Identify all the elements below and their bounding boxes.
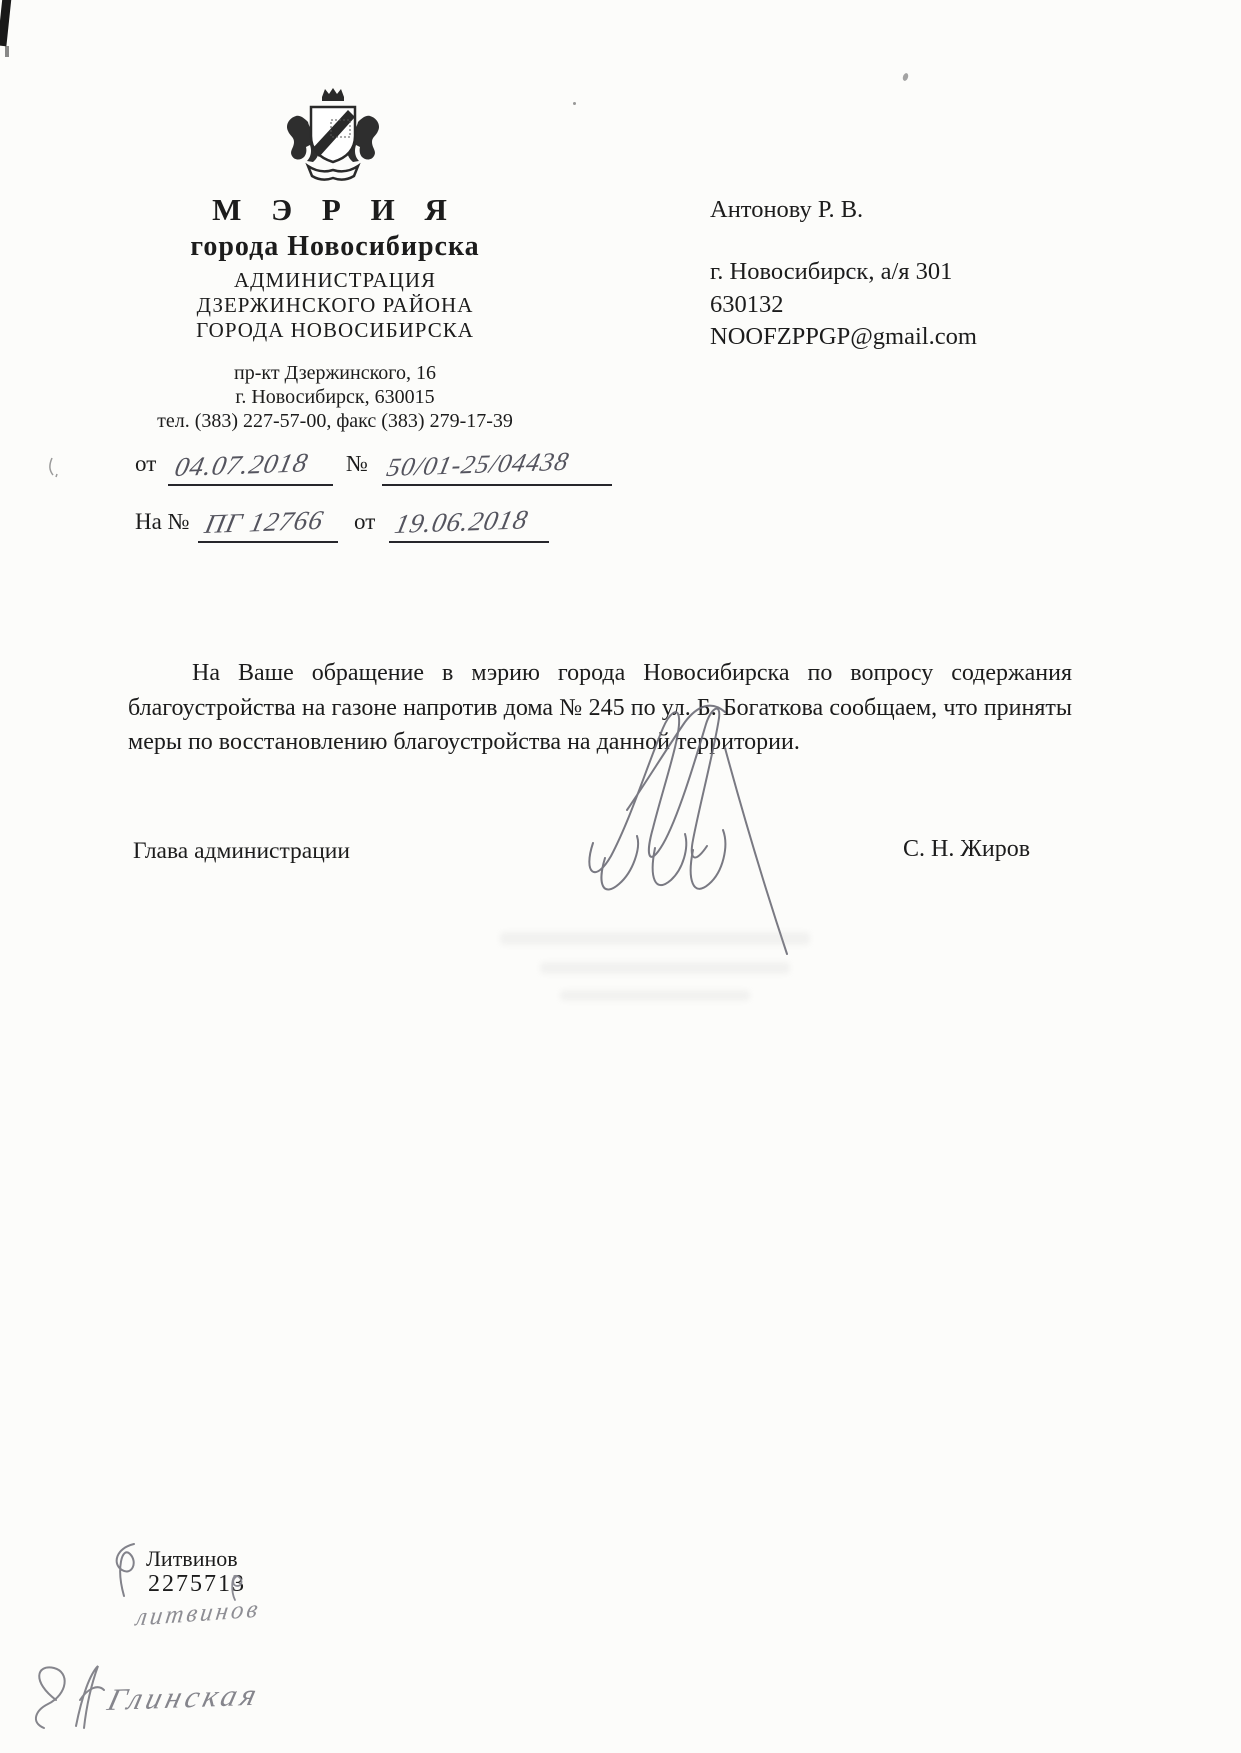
scan-speck xyxy=(902,72,909,81)
scan-corner-artifact-small xyxy=(5,46,9,57)
footer-handwritten-signature: Глинская xyxy=(104,1676,265,1718)
ref-number-handwritten: 50/01-25/04438 xyxy=(384,446,572,483)
executor-phone: 2275713 xyxy=(148,1571,246,1597)
org-address-line1: пр-кт Дзержинского, 16 xyxy=(234,362,436,384)
recipient-postcode: 630132 xyxy=(710,291,784,318)
show-through-artifact xyxy=(560,990,750,1001)
reply-ref-label: На № xyxy=(135,509,190,534)
show-through-artifact xyxy=(540,962,790,974)
footer-signature-flourish xyxy=(22,1658,117,1736)
dept-line-2: ДЗЕРЖИНСКОГО РАЙОНА xyxy=(196,293,474,317)
ref-from-date-handwritten: 04.07.2018 xyxy=(172,447,312,483)
org-subtitle: города Новосибирска xyxy=(190,231,480,262)
ref-number-field xyxy=(382,446,612,486)
signer-position-title: Глава администрации xyxy=(133,838,350,864)
org-address-line2: г. Новосибирск, 630015 xyxy=(235,386,435,408)
executor-handwritten-note: литвинов xyxy=(134,1595,263,1632)
org-phone-fax: тел. (383) 227-57-00, факс (383) 279-17-39 xyxy=(157,410,513,432)
executor-name: Литвинов xyxy=(146,1546,238,1571)
ref-number-label: № xyxy=(346,451,368,476)
dept-line-1: АДМИНИСТРАЦИЯ xyxy=(234,268,436,292)
reply-date-handwritten: 19.06.2018 xyxy=(392,504,532,540)
reply-number-handwritten: ПГ 12766 xyxy=(202,504,327,540)
ref-from-date-field xyxy=(168,448,333,486)
reply-date-field xyxy=(389,503,549,543)
executor-flourish-mark xyxy=(104,1538,152,1602)
coat-of-arms-icon xyxy=(278,86,388,188)
show-through-artifact xyxy=(500,932,810,945)
recipient-address: г. Новосибирск, а/я 301 xyxy=(710,258,953,285)
reply-from-label: от xyxy=(354,509,376,534)
scan-corner-artifact xyxy=(0,0,12,46)
ref-from-label: от xyxy=(135,451,157,476)
recipient-name: Антонову Р. В. xyxy=(710,196,864,223)
scan-margin-mark xyxy=(46,456,60,478)
scan-speck xyxy=(573,102,576,105)
reply-number-field xyxy=(198,505,338,543)
org-title: М Э Р И Я xyxy=(212,192,458,227)
signer-name: С. Н. Жиров xyxy=(903,836,1031,862)
letter-body-paragraph: На Ваше обращение в мэрию города Новосибирска по вопросу содержания благоустройства на газоне напротив дома № 245 по ул. Б. Богаткова сообщаем, что приняты меры по восстановлению благоустройства на данной территории. xyxy=(128,660,1072,755)
dept-line-3: ГОРОДА НОВОСИБИРСКА xyxy=(196,318,474,342)
recipient-email: NOOFZPPGP@gmail.com xyxy=(710,323,977,350)
